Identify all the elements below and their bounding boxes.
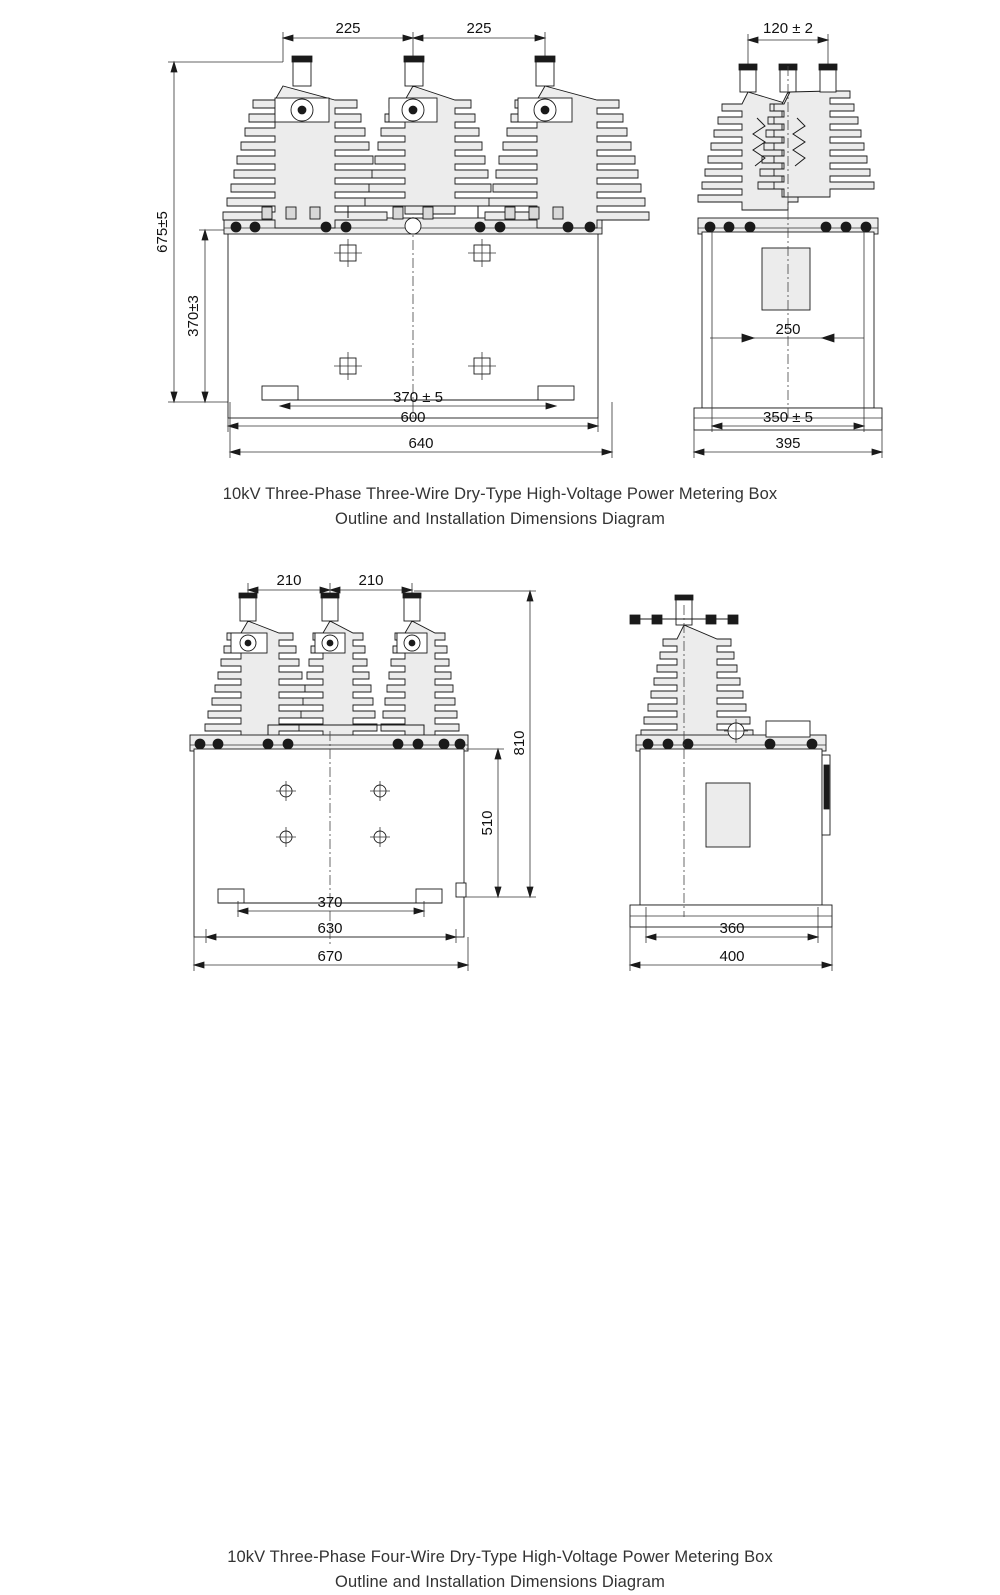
bushing-center-2 bbox=[299, 593, 377, 739]
dim-label-120: 120 ± 2 bbox=[763, 20, 813, 37]
figure-2-drawing bbox=[0, 545, 1000, 1000]
side-bushings bbox=[698, 64, 874, 210]
side-bushing-2 bbox=[630, 595, 753, 745]
bushing-left bbox=[223, 56, 387, 228]
figure-1-drawing bbox=[0, 0, 1000, 480]
dim-overall-depth bbox=[694, 430, 882, 458]
caption-three-wire bbox=[0, 482, 1000, 532]
caption-line-2: Outline and Installation Dimensions Diagram bbox=[335, 1573, 665, 1591]
dim-label-370-5: 370 ± 5 bbox=[393, 389, 443, 406]
dim-label-675: 675±5 bbox=[154, 211, 171, 253]
bushing-right bbox=[485, 56, 649, 228]
dim-label-670: 670 bbox=[317, 948, 343, 965]
dim-label-360: 360 bbox=[719, 920, 745, 937]
figure-four-wire bbox=[0, 545, 1000, 1591]
caption-line-2: Outline and Installation Dimensions Diagram bbox=[335, 510, 665, 528]
dim-label-400: 400 bbox=[719, 948, 745, 965]
front-view-four-wire bbox=[190, 572, 536, 971]
caption-line-1: 10kV Three-Phase Four-Wire Dry-Type High-Voltage Power Metering Box bbox=[227, 1548, 773, 1566]
dim-label-510: 510 bbox=[479, 810, 496, 836]
dim-label-210-right: 210 bbox=[358, 572, 384, 589]
caption-line-1: 10kV Three-Phase Three-Wire Dry-Type High-Voltage Power Metering Box bbox=[222, 485, 778, 503]
dim-box-height-2 bbox=[466, 749, 504, 897]
side-view-four-wire bbox=[630, 595, 832, 971]
bushing-center bbox=[365, 56, 495, 234]
dim-terminal-spacing bbox=[748, 20, 828, 68]
dim-label-225-right: 225 bbox=[466, 20, 492, 37]
caption-four-wire bbox=[0, 1545, 1000, 1595]
dim-label-640: 640 bbox=[408, 435, 434, 452]
bushing-right-2 bbox=[381, 593, 459, 739]
bushing-left-2 bbox=[205, 593, 315, 739]
dim-label-395: 395 bbox=[775, 435, 801, 452]
dim-label-370: 370 bbox=[317, 894, 343, 911]
figure-three-wire bbox=[0, 0, 1000, 545]
dim-label-600: 600 bbox=[400, 409, 426, 426]
dim-label-810: 810 bbox=[511, 730, 528, 756]
dim-label-225-left: 225 bbox=[335, 20, 361, 37]
side-view-three-wire bbox=[694, 20, 882, 458]
dim-box-height bbox=[185, 230, 226, 402]
dim-label-250: 250 bbox=[775, 321, 801, 338]
dim-label-370-3: 370±3 bbox=[185, 295, 202, 337]
dim-label-630: 630 bbox=[317, 920, 343, 937]
front-view-three-wire bbox=[154, 20, 649, 458]
dim-label-210-left: 210 bbox=[276, 572, 302, 589]
dim-label-350: 350 ± 5 bbox=[763, 409, 813, 426]
